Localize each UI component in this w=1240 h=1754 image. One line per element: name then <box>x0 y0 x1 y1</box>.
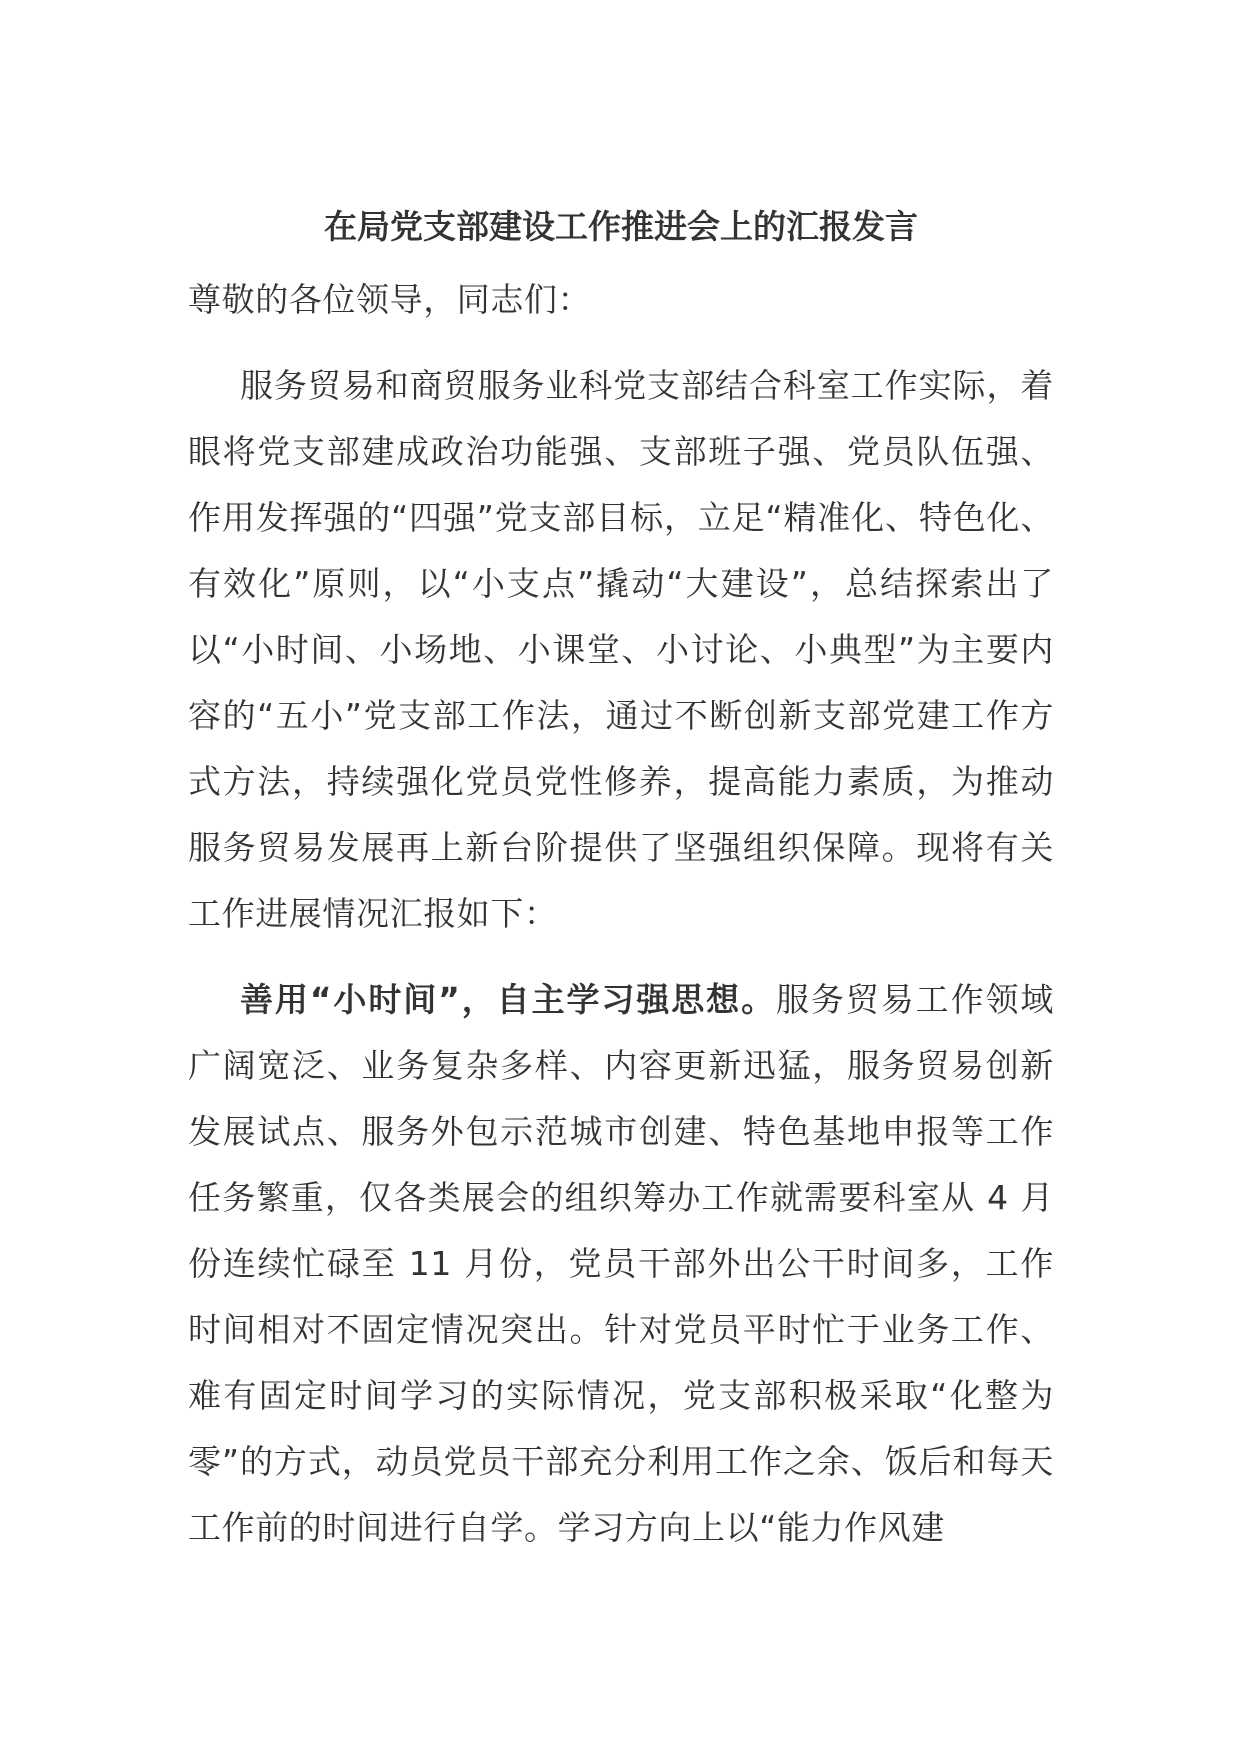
document-body <box>188 203 1054 1561</box>
paragraph-lead: 善用“小时间”，自主学习强思想。 <box>240 980 776 1019</box>
paragraph-intro <box>188 353 1054 947</box>
paragraph-small-time <box>188 967 1054 1561</box>
document-title: 在局党支部建设工作推进会上的汇报发言 <box>324 207 918 246</box>
salutation: 尊敬的各位领导，同志们： <box>188 280 592 319</box>
paragraph-text: 服务贸易工作领域广阔宽泛、业务复杂多样、内容更新迅猛，服务贸易创新发展试点、服务外包示范城市创建、特色基地申报等工作任务繁重，仅各类展会的组织筹办工作就需要科室从 4 月份连续忙碌至 11 月份，党员干部外出公干时间多，工作时间相对不固定情况突出。针对党员平时忙于业务工作、难有固定时间学习的实际情况，党支部积极采取“化整为零”的方式，动员党员干部充分利用工作之余、饭后和每天工作前的时间进行自学。学习方向上以“能力作风建 <box>188 980 1054 1547</box>
paragraph-text: 服务贸易和商贸服务业科党支部结合科室工作实际，着眼将党支部建成政治功能强、支部班子强、党员队伍强、作用发挥强的“四强”党支部目标，立足“精准化、特色化、有效化”原则，以“小支点”撬动“大建设”，总结探索出了以“小时间、小场地、小课堂、小讨论、小典型”为主要内容的“五小”党支部工作法，通过不断创新支部党建工作方式方法，持续强化党员党性修养，提高能力素质，为推动服务贸易发展再上新台阶提供了坚强组织保障。现将有关工作进展情况汇报如下： <box>188 366 1054 933</box>
